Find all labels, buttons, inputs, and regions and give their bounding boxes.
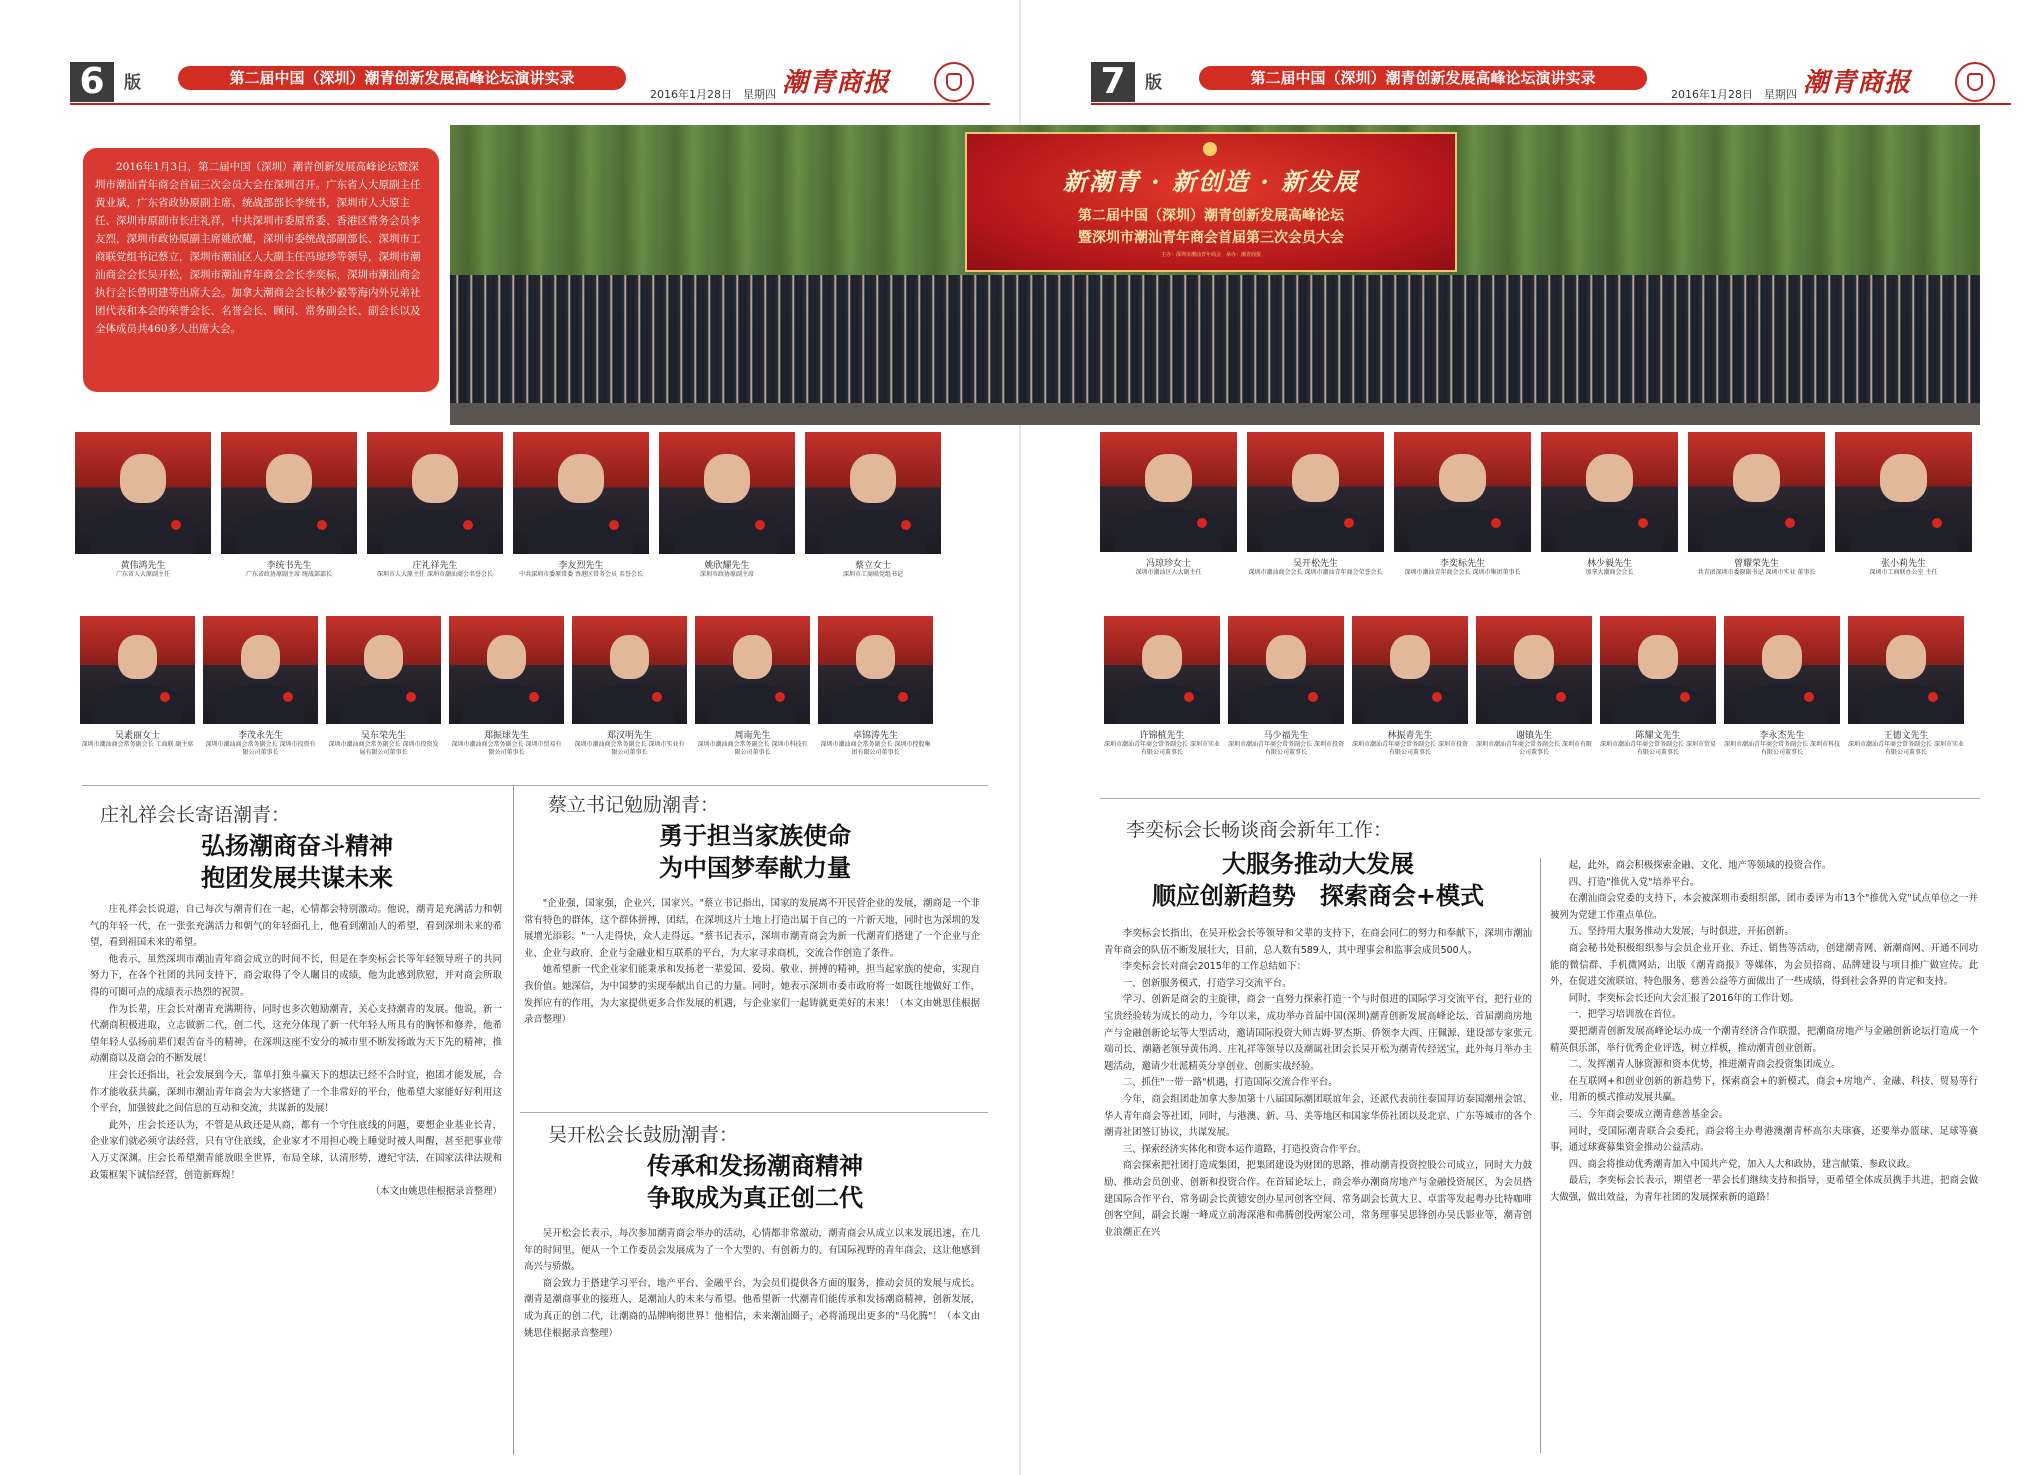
corsage-icon xyxy=(898,692,908,702)
corsage-icon xyxy=(1785,518,1795,528)
portrait-card xyxy=(513,432,649,598)
article-paragraph: 学习、创新是商会的主旋律，商会一直努力探索打造一个与时俱进的国际学习交流平台，把行业的宝贵经验转为成长的动力，今年以来，成功举办首届中国(深圳)潮青创新发展高峰论坛、首届潮商房地产与金融创新论坛等大型活动，邀请国际投资大师吉姆·罗杰斯、侨领李大西、庄佩源、建设部专家张元端司长、潮籍老领导黄伟鸿、庄礼祥等领导以及潮属社团会长吴开松为潮青传经送宝，此外每月举办主题活动，邀请少壮派精英分享创业、创新实战经验。 xyxy=(1104,994,1532,1072)
portrait-name: 吴东荣先生 xyxy=(360,731,406,741)
portrait-name: 卓锦涛先生 xyxy=(852,731,898,741)
portrait-photo xyxy=(659,432,795,554)
portrait-card xyxy=(572,616,687,768)
portrait-title: 深圳市潮汕商会常务副会长 深圳市实业有限公司董事长 xyxy=(574,741,685,756)
portrait-photo xyxy=(326,616,441,724)
intro-box: 2016年1月3日，第二届中国（深圳）潮青创新发展高峰论坛暨深圳市潮汕青年商会首届三次会员大会在深圳召开。广东省人大原副主任黄业斌，广东省政协原副主席、统战部部长李统书，深圳市人大原主任、深圳市原副市长庄礼祥，中共深圳市委原常委、香港区常务会员李友烈，深圳市政协原副主席姚欣耀，深圳市委统战部副部长、深圳市工商联党组书记蔡立，深圳市潮汕区人大副主任冯琼珍等领导，深圳市潮汕商会会长吴开松，深圳市潮汕青年商会会长李奕标，深圳市潮汕商会执行会长曾明建等出席大会。加拿大潮商会会长林少毅等海内外兄弟社团代表和本会的荣誉会长、名誉会长、顾问、常务副会长、副会长以及全体成员共460多人出席大会。 xyxy=(83,148,439,392)
li-article-body-col-2 xyxy=(1550,858,1978,1454)
banner-line-1: 第二届中国（深圳）潮青创新发展高峰论坛 xyxy=(1078,208,1344,224)
portrait-title: 深圳市潮汕商会常务副会长 深圳市投资有限公司董事长 xyxy=(205,741,316,756)
article-paragraph: 吴开松会长表示，每次参加潮青商会举办的活动，心情都非常激动，潮青商会从成立以来发展迅速，在几年的时间里，便从一个工作委员会发展成为了一个大型的、有创新力的、有国际视野的青年商会，这让他感到高兴与骄傲。 xyxy=(524,1228,980,1273)
article-paragraph: 二、抓住"一带一路"机遇，打造国际交流合作平台。 xyxy=(1122,1077,1338,1089)
portrait-name: 陈耀文先生 xyxy=(1635,731,1681,741)
portrait-card xyxy=(449,616,564,768)
article-paragraph: 她希望新一代企业家们能秉承和发扬老一辈爱国、爱岗、敬业、拼搏的精神，担当起家族的使命，实现自我价值。她深信，为中国梦的实现奉献出自己的力量。同时，她表示深圳市委市政府将一如既往地做好工作，发挥应有的作用，为大家提供更多合作发展的机遇，与企业家们一起铸就更美好的未来！（本文由姚思佳根据录音整理） xyxy=(524,964,980,1026)
article-paragraph: 庄礼祥会长说道，自己每次与潮青们在一起，心情都会特别激动。他说，潮青是充满活力和朝气的年轻一代，在一张张充满活力和朝气的年轻面孔上，他看到潮汕人的希望，看到深圳未来的希望，看到祖国未来的希望。 xyxy=(90,904,502,949)
page-ban: 版 xyxy=(124,73,141,93)
article-paragraph: 商会秘书处积极组织参与会员企业开业、乔迁、销售等活动，创建潮青网、新潮商网、开通不同功能的微信群、手机微网站，出版《潮青商报》等媒体，为会员招商、品牌建设与项目推广做宣传。此外，在促进交流联谊、特色服务、慈善公益等方面做出了一些成绩，得到社会各界的肯定和支持。 xyxy=(1550,942,1978,988)
article-paragraph: 庄会长还指出，社会发展到今天，靠单打独斗赢天下的想法已经不合时宜，抱团才能发展，合作才能收获共赢，深圳市潮汕青年商会为大家搭建了一个非常好的平台，他希望大家能好好利用这个平台，加强彼此之间信息的互动和交流，共谋新的发展！ xyxy=(90,1069,502,1115)
portrait-name: 李统书先生 xyxy=(266,561,312,571)
corsage-icon xyxy=(775,692,785,702)
masthead-logo: 潮青商报 xyxy=(782,68,891,98)
article-paragraph: 三、今年商会要成立潮青慈善基金会。 xyxy=(1568,1108,1729,1120)
portrait-card xyxy=(818,616,933,768)
p7-section-rule xyxy=(1100,798,1980,799)
article-paragraph: 李奕标会长对商会2015年的工作总结如下： xyxy=(1122,961,1307,973)
corsage-icon xyxy=(652,692,662,702)
portrait-title: 深圳市潮汕青年商会常务副会长 深圳市贸易有限公司董事长 xyxy=(1600,741,1716,756)
portrait-photo xyxy=(805,432,941,554)
portrait-photo xyxy=(367,432,503,554)
article-paragraph: 李奕标会长指出，在吴开松会长等领导和父辈的支持下，在商会同仁的努力和奉献下，深圳市潮汕青年商会的队伍不断发展壮大，目前，总人数有589人，其中理事会和监事会成员500人。 xyxy=(1104,928,1532,956)
page-section-title: 第二届中国（深圳）潮青创新发展高峰论坛演讲实录 xyxy=(1199,66,1647,90)
article-paragraph: 在潮汕商会党委的支持下，本会被深圳市委组织部，团市委评为市13个"推优入党"试点单位之一并被列为党建工作重点单位。 xyxy=(1550,893,1978,921)
portrait-card xyxy=(80,616,195,768)
portrait-name: 李永杰先生 xyxy=(1759,731,1805,741)
zhuang-article-head: 庄礼祥会长寄语潮青： xyxy=(100,804,291,826)
corsage-icon xyxy=(609,520,619,530)
corsage-icon xyxy=(529,692,539,702)
header-rule xyxy=(1091,103,2011,105)
wu-article-title-2: 争取成为真正创二代 xyxy=(647,1184,863,1212)
article-paragraph: 最后，李奕标会长表示，期望老一辈会长们继续支持和指导，更希望全体成员携手共进，把商会做大做强，做出效益，为青年社团的发展探索新的道路！ xyxy=(1550,1175,1978,1203)
article-paragraph: 二、发挥潮青人脉资源和资本优势，推进潮青商会投资集团成立。 xyxy=(1568,1059,1841,1071)
portrait-photo xyxy=(449,616,564,724)
portrait-name: 林振青先生 xyxy=(1387,731,1433,741)
article-paragraph: 一、把学习培训放在首位。 xyxy=(1568,1009,1682,1021)
wu-article-body xyxy=(524,1226,980,1456)
portrait-name: 姚欣耀先生 xyxy=(704,561,750,571)
portrait-title: 广东省政协原副主席 统战部部长 xyxy=(246,571,332,578)
portrait-title: 加拿大潮商会会长 xyxy=(1585,569,1634,576)
zhuang-article-body xyxy=(90,902,502,1447)
portrait-title: 深圳市潮汕青年商会常务副会长 深圳市科技有限公司董事长 xyxy=(1724,741,1840,756)
portrait-card xyxy=(367,432,503,598)
article-paragraph: "企业强，国家强，企业兴，国家兴。"蔡立书记指出，国家的发展离不开民营企业的发展，潮商是一个非常有特色的群体，这个群体拼搏，团结，在深圳这片土地上打造出属于自己的一片新天地，同时也为深圳的发展增光添彩。"一人走得快，众人走得远。"蔡书记表示，深圳市潮青商会为新一代潮青们搭建了一个企业与企业、企业与政府、企业与金融业相互联系的平台，为大家寻求商机，交流合作创造了条件。 xyxy=(524,898,980,959)
corsage-icon xyxy=(1491,518,1501,528)
portrait-title: 深圳市潮汕青年商会常务副会长 深圳市有限公司董事长 xyxy=(1476,741,1592,756)
article-paragraph: 五、坚持用大服务推动大发展，与时俱进，开拓创新。 xyxy=(1568,926,1794,938)
article-paragraph: 商会致力于搭建学习平台、地产平台、金融平台，为会员们提供各方面的服务，推动会员的发展与成长。潮青是潮商事业的接班人，是潮汕人的未来与希望。他希望新一代潮青们能传承和发扬潮商精神，创新发展，成为真正的创二代，让潮商的品牌响彻世界！他相信，未来潮汕圈子，必将涌现出更多的"马化腾"！（本文由姚思佳根据录音整理） xyxy=(524,1277,980,1339)
portrait-name: 王德文先生 xyxy=(1883,731,1929,741)
portrait-name: 张小莉先生 xyxy=(1880,559,1926,569)
p7-column-rule xyxy=(1540,858,1541,1453)
article-paragraph: 三、探索经济实体化和资本运作道路，打造投资合作平台。 xyxy=(1122,1143,1367,1155)
li-article-body-col-1 xyxy=(1104,926,1532,1454)
portrait-title: 深圳市工商联党组书记 xyxy=(842,571,903,578)
portrait-title: 深圳市潮汕商会常务副会长 工商联 副主席 xyxy=(81,741,194,748)
cai-article-head: 蔡立书记勉励潮青： xyxy=(548,794,720,816)
article-paragraph: 要把潮青创新发展高峰论坛办成一个潮青经济合作联盟，把潮商房地产与金融创新论坛打造成一个精英俱乐部，举行优秀企业评选，树立样板，推动潮青创业创新。 xyxy=(1550,1025,1978,1054)
article-paragraph: 四、商会将推动优秀潮青加入中国共产党，加入人大和政协，建言献策、参政议政。 xyxy=(1568,1158,1916,1170)
article-paragraph: 商会探索把社团打造成集团，把集团建设为财团的思路，推动潮青投资控股公司成立，同时大力鼓励、推动会员创业、创新和投资合作。在首届论坛上，商会举办潮商房地产与金融投资展区，为会员搭建国际合作平台，常务副会长黄德安创办星河创客空间、常务副会长黄大卫、卓雷等发起粤办比特咖啡创客空间，副会长谢一峰成立前海深港和弗腾创投两家公司，常务理事吴思锋创办吴氏影业等，潮青创业浪潮正在兴 xyxy=(1104,1160,1532,1238)
portrait-title: 广东省人大原副主任 xyxy=(115,571,170,578)
article-paragraph: 一、创新服务模式，打造学习交流平台。 xyxy=(1122,977,1292,989)
article-paragraph: 作为长辈，庄会长对潮青充满期待，同时也多次勉励潮青，关心支持潮青的发展。他说，新一代潮商积极进取，立志做新二代，创二代，这充分体现了新一代年轻人所具有的胸怀和修养，他希望年轻人弘扬前辈们艰苦奋斗的精神，在深圳这座不安分的城市里不断发扬敢为天下先的精神，推动潮商以及商会的不断发展！ xyxy=(90,1003,502,1065)
portrait-card xyxy=(695,616,810,768)
corsage-icon xyxy=(1932,518,1942,528)
portrait-name: 郑振球先生 xyxy=(483,731,529,741)
article-paragraph: 今年，商会组团赴加拿大参加第十八届国际潮团联谊年会，还派代表前往泰国拜访泰国潮州会馆、华人青年商会等社团，同时，与港澳、新、马、美等地区和国家华侨社团以及北京、广东等城市的各个潮青社团签订协议，共谋发展。 xyxy=(1104,1093,1532,1139)
portrait-title: 深圳市政协原副主席 xyxy=(699,571,754,578)
portrait-title: 深圳市潮汕青年商会常务副会长 深圳市实业有限公司董事长 xyxy=(1104,741,1220,756)
corsage-icon xyxy=(901,520,911,530)
portrait-title: 深圳市潮汕青年商会常务副会长 深圳市实业有限公司董事长 xyxy=(1848,741,1964,756)
portrait-name: 李奕标先生 xyxy=(1439,559,1485,569)
portrait-name: 蔡立女士 xyxy=(854,561,891,571)
banner-slogan: 新潮青 · 新创造 · 新发展 xyxy=(1062,167,1360,196)
article-paragraph: 四、打造"推优入党"培养平台。 xyxy=(1568,876,1700,888)
portrait-title: 共青团深圳市委原副书记 深圳市实业 董事长 xyxy=(1697,569,1816,576)
portrait-name: 冯琼珍女士 xyxy=(1145,559,1191,569)
portrait-title: 深圳市潮汕商会常务副会长 深圳市科技有限公司董事长 xyxy=(697,741,808,756)
cai-article-title-1: 勇于担当家族使命 xyxy=(659,822,851,850)
li-article-title-1: 大服务推动大发展 xyxy=(1222,850,1414,878)
portrait-title: 深圳市潮汕青年商会会长 深圳市集团董事长 xyxy=(1404,569,1521,576)
banner-line-3: 主办：深圳市潮汕青年商会 承办：潮青商报 xyxy=(1160,252,1261,258)
corsage-icon xyxy=(1197,518,1207,528)
portrait-photo xyxy=(80,616,195,724)
article-paragraph: 在互联网+和创业创新的新趋势下，探索商会+的新模式，商会+房地产、金融、科技、贸易等行业，用新的模式推动发展共赢。 xyxy=(1550,1075,1978,1104)
portrait-card xyxy=(659,432,795,598)
portrait-card xyxy=(805,432,941,598)
portrait-title: 中共深圳市委原常委 香港区常务会员 名誉会长 xyxy=(519,571,643,578)
portrait-photo xyxy=(818,616,933,724)
portrait-photo xyxy=(221,432,357,554)
portrait-card xyxy=(75,432,211,598)
wu-article-title-1: 传承和发扬潮商精神 xyxy=(647,1152,863,1180)
portrait-name: 许锦植先生 xyxy=(1139,731,1185,741)
article-credit: （本文由姚思佳根据录音整理） xyxy=(370,1186,502,1198)
portrait-title: 深圳市潮汕青年商会常务副会长 深圳市投资有限公司董事长 xyxy=(1352,741,1468,756)
page-header xyxy=(1091,62,2011,102)
portrait-name: 周南先生 xyxy=(734,731,771,741)
portrait-name: 李茂永先生 xyxy=(237,731,283,741)
page-section-title: 第二届中国（深圳）潮青创新发展高峰论坛演讲实录 xyxy=(178,66,626,90)
seal-logo-icon xyxy=(1955,62,1995,102)
portrait-title: 深圳市潮汕青年商会常务副会长 深圳市投资有限公司董事长 xyxy=(1228,741,1344,756)
portrait-photo xyxy=(695,616,810,724)
corsage-icon xyxy=(1344,518,1354,528)
article-paragraph: 同时，李奕标会长还向大会汇报了2016年的工作计划。 xyxy=(1568,992,1799,1004)
corsage-icon xyxy=(1638,518,1648,528)
wu-article-head: 吴开松会长鼓励潮青： xyxy=(548,1124,739,1146)
portrait-name: 庄礼祥先生 xyxy=(412,561,458,571)
portrait-name: 吴开松先生 xyxy=(1292,559,1338,569)
portrait-card xyxy=(326,616,441,768)
corsage-icon xyxy=(317,520,327,530)
portrait-photo xyxy=(572,616,687,724)
corsage-icon xyxy=(160,692,170,702)
banner-line-2: 暨深圳市潮汕青年商会首届第三次会员大会 xyxy=(1078,230,1344,246)
portrait-title: 深圳市潮汕商会会长 深圳市潮汕青年商会荣誉会长 xyxy=(1248,569,1383,576)
li-article-head: 李奕标会长畅谈商会新年工作： xyxy=(1126,819,1393,841)
portrait-title: 深圳市潮汕区人大副主任 xyxy=(1135,569,1202,576)
page-header xyxy=(70,62,990,102)
zhuang-article-title-2: 抱团发展共谋未来 xyxy=(201,864,393,892)
p6-right-mid-rule xyxy=(520,1112,988,1113)
corsage-icon xyxy=(463,520,473,530)
p6-section-rule xyxy=(82,785,988,786)
portrait-name: 林少毅先生 xyxy=(1586,559,1632,569)
p6-column-rule xyxy=(513,785,514,1455)
portrait-photo xyxy=(203,616,318,724)
portrait-name: 黄伟鸿先生 xyxy=(120,561,166,571)
header-rule xyxy=(70,103,990,105)
portrait-card xyxy=(221,432,357,598)
portrait-name: 郑汉明先生 xyxy=(606,731,652,741)
portrait-title: 深圳市潮汕商会常务副会长 深圳市控股集团有限公司董事长 xyxy=(820,741,931,756)
cai-article-title-2: 为中国梦奉献力量 xyxy=(659,854,851,882)
portrait-name: 谢镇先生 xyxy=(1515,731,1552,741)
portrait-title: 深圳市潮汕商会常务副会长 深圳市投资发展有限公司董事长 xyxy=(328,741,439,756)
article-paragraph: 此外，庄会长还认为，不管是从政还是从商，都有一个守住底线的问题，要想企业基业长青，企业家们就必须守法经营，只有守住底线，企业家才不用担心晚上睡觉时被人叫醒，甚至把事业带入万丈深渊。庄会长希望潮青能放眼全世界，布局全球，认清形势，遵纪守法，在国家法律法规和政策框架下诚信经营，创造新辉煌！ xyxy=(90,1119,502,1181)
article-paragraph: 他表示，虽然深圳市潮汕青年商会成立的时间不长，但是在李奕标会长等年轻领导班子的共同努力下，在各个社团的共同支持下，商会取得了令人瞩目的成绩，他为此感到欣慰，并对商会所取得的可圈可点的成绩表示热烈的祝贺。 xyxy=(90,953,502,998)
page-ban: 版 xyxy=(1145,73,1162,93)
corsage-icon xyxy=(755,520,765,530)
portrait-name: 曾耀荣先生 xyxy=(1733,559,1779,569)
page-date: 2016年1月28日 星期四 xyxy=(1671,88,1797,101)
cai-article-body xyxy=(524,896,980,1106)
masthead-logo: 潮青商报 xyxy=(1803,68,1912,98)
portrait-title: 深圳市人大原主任 深圳市潮汕商会名誉会长 xyxy=(377,571,493,578)
portrait-title: 深圳市潮汕商会常务副会长 深圳市贸易有限公司董事长 xyxy=(451,741,562,756)
portrait-photo xyxy=(75,432,211,554)
portrait-photo xyxy=(513,432,649,554)
portrait-name: 马少福先生 xyxy=(1263,731,1309,741)
page-number: 7 xyxy=(1091,62,1135,102)
zhuang-article-title-1: 弘扬潮商奋斗精神 xyxy=(201,832,393,860)
portrait-title: 深圳市工商联办公室 主任 xyxy=(1869,569,1938,576)
portrait-name: 李友烈先生 xyxy=(558,561,604,571)
corsage-icon xyxy=(171,520,181,530)
article-paragraph: 起，此外，商会积极探索金融、文化、地产等领域的投资合作。 xyxy=(1568,860,1832,871)
portrait-name: 吴素丽女士 xyxy=(114,731,160,741)
corsage-icon xyxy=(406,692,416,702)
page-number: 6 xyxy=(70,62,114,102)
corsage-icon xyxy=(283,692,293,702)
article-paragraph: 同时，受国际潮青联合会委托，商会将主办粤港澳潮青杯高尔夫球赛，还要举办篮球、足球等赛事，通过球赛募集资金推动公益活动。 xyxy=(1550,1125,1978,1154)
li-article-title-2: 顺应创新趋势 探索商会+模式 xyxy=(1151,882,1485,910)
page-date: 2016年1月28日 星期四 xyxy=(650,88,776,101)
portrait-card xyxy=(203,616,318,768)
seal-logo-icon xyxy=(934,62,974,102)
